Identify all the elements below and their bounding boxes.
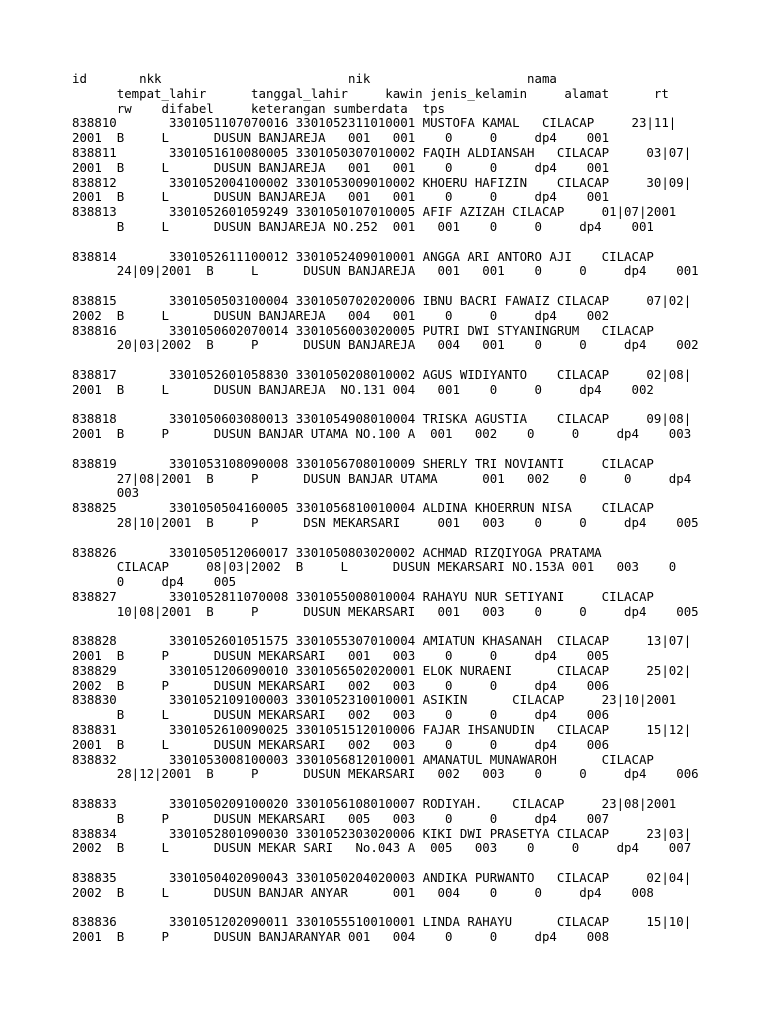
text-line: 838829 3301051206090010 3301056502020001 ELOK NURAENI CILACAP 25|02| <box>72 662 692 678</box>
blank-line <box>72 531 752 546</box>
text-line: id nkk nik nama <box>72 71 557 86</box>
text-line: B L DUSUN MEKARSARI 002 003 0 0 dp4 006 <box>72 707 610 723</box>
text-line: 838818 3301050603080013 3301054908010004 TRISKA AGUSTIA CILACAP 09|08| <box>72 411 692 427</box>
text-line: B P DUSUN MEKARSARI 005 003 0 0 dp4 007 <box>72 810 610 826</box>
text-line: 838833 3301050209100020 3301056108010007 RODIYAH. CILACAP 23|08|2001 <box>72 796 677 812</box>
text-line: 2001 B P DUSUN BANJARANYAR 001 004 0 0 dp4 008 <box>72 929 610 945</box>
text-line: 838832 3301053008100003 3301056812010001 AMANATUL MUNAWAROH CILACAP <box>72 751 654 767</box>
text-line: rw difabel keterangan sumberdata tps <box>72 100 445 116</box>
text-line: 2002 B L DUSUN BANJAR ANYAR 001 004 0 0 dp4 008 <box>72 884 654 900</box>
text-line: 20|03|2002 B P DUSUN BANJAREJA 004 001 0 0 dp4 002 <box>72 337 699 353</box>
text-line: 838827 3301052811070008 3301055008010004 RAHAYU NUR SETIYANI CILACAP <box>72 588 654 604</box>
text-line: 2001 B L DUSUN MEKARSARI 002 003 0 0 dp4 006 <box>72 736 610 752</box>
text-line: 2002 B P DUSUN MEKARSARI 002 003 0 0 dp4 006 <box>72 677 610 693</box>
text-line: 10|08|2001 B P DUSUN MEKARSARI 001 003 0 0 dp4 005 <box>72 603 699 619</box>
text-line: 838828 3301052601051575 3301055307010004 AMIATUN KHASANAH CILACAP 13|07| <box>72 633 692 649</box>
text-line: 0 dp4 005 <box>72 574 237 590</box>
text-line: 838831 3301052610090025 3301051512010006 FAJAR IHSANUDIN CILACAP 15|12| <box>72 722 692 738</box>
text-line: 2001 B P DUSUN MEKARSARI 001 003 0 0 dp4 005 <box>72 648 610 664</box>
blank-line <box>72 398 752 413</box>
text-line: 838834 3301052801090030 3301052303020006 KIKI DWI PRASETYA CILACAP 23|03| <box>72 825 692 841</box>
text-line: 28|12|2001 B P DUSUN MEKARSARI 002 003 0 0 dp4 006 <box>72 766 699 782</box>
text-line: 838811 3301051610080005 3301050307010002 FAQIH ALDIANSAH CILACAP 03|07| <box>72 144 692 160</box>
text-line: 2001 B P DUSUN BANJAR UTAMA NO.100 A 001 002 0 0 dp4 003 <box>72 426 692 442</box>
text-line: 838836 3301051202090011 3301055510010001 LINDA RAHAYU CILACAP 15|10| <box>72 914 692 930</box>
blank-line <box>72 782 752 797</box>
text-line: 2001 B L DUSUN BANJAREJA 001 001 0 0 dp4 001 <box>72 189 610 205</box>
text-line: 838812 3301052004100002 3301053009010002 KHOERU HAFIZIN CILACAP 30|09| <box>72 174 692 190</box>
text-line: 2001 B L DUSUN BANJAREJA 001 001 0 0 dp4 001 <box>72 159 610 175</box>
text-line: tempat_lahir tanggal_lahir kawin jenis_kelamin alamat rt <box>72 85 669 101</box>
text-line: 2002 B L DUSUN BANJAREJA 004 001 0 0 dp4 002 <box>72 307 610 323</box>
text-line: 838835 3301050402090043 3301050204020003 ANDIKA PURWANTO CILACAP 02|04| <box>72 870 692 886</box>
text-line: 838825 3301050504160005 3301056810010004 ALDINA KHOERRUN NISA CILACAP <box>72 500 654 516</box>
blank-line <box>72 279 752 294</box>
text-line: CILACAP 08|03|2002 B L DUSUN MEKARSARI NO.153A 001 003 0 <box>72 559 677 575</box>
text-line: 2002 B L DUSUN MEKAR SARI No.043 A 005 003 0 0 dp4 007 <box>72 840 692 856</box>
text-line: 2001 B L DUSUN BANJAREJA 001 001 0 0 dp4 001 <box>72 130 610 146</box>
blank-line <box>72 901 752 916</box>
text-line: 838816 3301050602070014 3301056003020005 PUTRI DWI STYANINGRUM CILACAP <box>72 322 654 338</box>
blank-line <box>72 353 752 368</box>
text-line: 24|09|2001 B L DUSUN BANJAREJA 001 001 0 0 dp4 001 <box>72 263 699 279</box>
text-line: 838814 3301052611100012 3301052409010001 ANGGA ARI ANTORO AJI CILACAP <box>72 248 654 264</box>
text-line: 838815 3301050503100004 3301050702020006 IBNU BACRI FAWAIZ CILACAP 07|02| <box>72 292 692 308</box>
text-line: 838813 3301052601059249 3301050107010005 AFIF AZIZAH CILACAP 01|07|2001 <box>72 204 677 220</box>
blank-line <box>72 619 752 634</box>
text-line: 838819 3301053108090008 3301056708010009 SHERLY TRI NOVIANTI CILACAP <box>72 455 654 471</box>
document-text <box>72 72 752 945</box>
text-line: 838826 3301050512060017 3301050803020002 ACHMAD RIZQIYOGA PRATAMA <box>72 544 602 560</box>
text-line: 2001 B L DUSUN BANJAREJA NO.131 004 001 0 0 dp4 002 <box>72 381 654 397</box>
text-line: 838810 3301051107070016 3301052311010001 MUSTOFA KAMAL CILACAP 23|11| <box>72 115 677 131</box>
blank-line <box>72 235 752 250</box>
text-line: 27|08|2001 B P DUSUN BANJAR UTAMA 001 002 0 0 dp4 <box>72 470 692 486</box>
text-line: 28|10|2001 B P DSN MEKARSARI 001 003 0 0 dp4 005 <box>72 514 699 530</box>
blank-line <box>72 856 752 871</box>
blank-line <box>72 442 752 457</box>
text-line: B L DUSUN BANJAREJA NO.252 001 001 0 0 dp4 001 <box>72 218 654 234</box>
text-line: 838830 3301052109100003 3301052310010001 ASIKIN CILACAP 23|10|2001 <box>72 692 677 708</box>
text-line: 003 <box>72 485 140 501</box>
text-line: 838817 3301052601058830 3301050208010002 AGUS WIDIYANTO CILACAP 02|08| <box>72 366 692 382</box>
